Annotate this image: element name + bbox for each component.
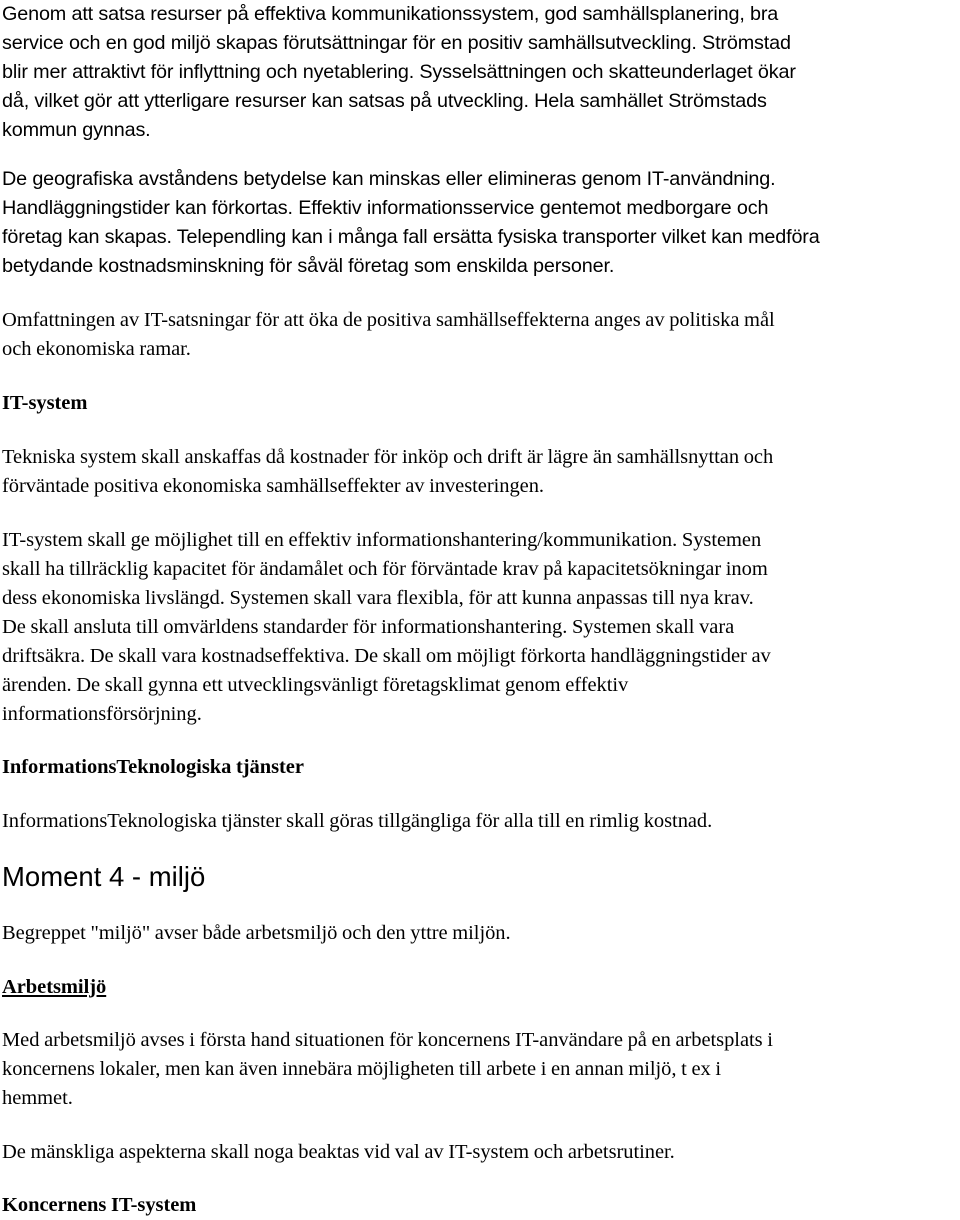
text-line: De skall ansluta till omvärldens standarder för informationshantering. Systemen skall vara <box>2 616 735 638</box>
text-line: betydande kostnadsminskning för såväl företag som enskilda personer. <box>2 255 615 277</box>
paragraph-technical-systems <box>2 443 958 501</box>
heading-it-system: IT-system <box>2 392 88 414</box>
text-line: företag kan skapas. Telependling kan i många fall ersätta fysiska transporter vilket kan medföra <box>2 226 820 248</box>
heading-group-it-system: Koncernens IT-system <box>2 1194 197 1216</box>
text-line: förväntade positiva ekonomiska samhällseffekter av investeringen. <box>2 475 545 497</box>
paragraph-it-system-requirements <box>2 526 958 729</box>
paragraph-strategy-benefits <box>2 0 958 145</box>
heading-work-environment: Arbetsmiljö <box>2 976 107 998</box>
heading-moment-4: Moment 4 - miljö <box>2 861 206 892</box>
paragraph-human-aspects <box>2 1138 958 1167</box>
paragraph-it-investment-scope <box>2 306 958 364</box>
text-line: skall ha tillräcklig kapacitet för ändamålet och för förväntade krav på kapacitetsökningar inom <box>2 558 768 580</box>
text-line: Handläggningstider kan förkortas. Effektiv informationsservice gentemot medborgare och <box>2 197 769 219</box>
text-line: driftsäkra. De skall vara kostnadseffektiva. De skall om möjligt förkorta handläggningstider av <box>2 645 771 667</box>
text-line: informationsförsörjning. <box>2 703 202 725</box>
text-line: dess ekonomiska livslängd. Systemen skall vara flexibla, för att kunna anpassas till nya krav. <box>2 587 754 609</box>
text-line: blir mer attraktivt för inflyttning och nyetablering. Sysselsättningen och skatteunderlaget ökar <box>2 61 796 83</box>
text-line: Begreppet "miljö" avser både arbetsmiljö och den yttre miljön. <box>2 922 511 944</box>
text-line: då, vilket gör att ytterligare resurser kan satsas på utveckling. Hela samhället Strömstads <box>2 90 767 112</box>
text-line: IT-system skall ge möjlighet till en effektiv informationshantering/kommunikation. Systemen <box>2 529 762 551</box>
paragraph-work-environment <box>2 1026 958 1113</box>
paragraph-geographic-distances <box>2 165 958 281</box>
text-line: kommun gynnas. <box>2 119 151 141</box>
text-line: Omfattningen av IT-satsningar för att öka de positiva samhällseffekterna anges av politiska mål <box>2 309 775 331</box>
text-line: InformationsTeknologiska tjänster skall göras tillgängliga för alla till en rimlig kostnad. <box>2 810 713 832</box>
text-line: service och en god miljö skapas förutsättningar för en positiv samhällsutveckling. Strömstad <box>2 32 791 54</box>
text-line: ärenden. De skall gynna ett utvecklingsvänligt företagsklimat genom effektiv <box>2 674 629 696</box>
text-line: och ekonomiska ramar. <box>2 338 191 360</box>
text-line: De geografiska avståndens betydelse kan minskas eller elimineras genom IT-användning. <box>2 168 776 190</box>
text-line: Med arbetsmiljö avses i första hand situationen för koncernens IT-användare på en arbetsplats i <box>2 1029 773 1051</box>
heading-it-services: InformationsTeknologiska tjänster <box>2 756 304 778</box>
text-line: Tekniska system skall anskaffas då kostnader för inköp och drift är lägre än samhällsnyttan och <box>2 446 774 468</box>
text-line: hemmet. <box>2 1087 73 1109</box>
text-line: De mänskliga aspekterna skall noga beaktas vid val av IT-system och arbetsrutiner. <box>2 1141 675 1163</box>
text-line: Genom att satsa resurser på effektiva kommunikationssystem, god samhällsplanering, bra <box>2 3 779 25</box>
paragraph-environment-definition <box>2 919 958 948</box>
paragraph-it-services <box>2 807 958 836</box>
text-line: koncernens lokaler, men kan även innebära möjligheten till arbete i en annan miljö, t ex i <box>2 1058 722 1080</box>
